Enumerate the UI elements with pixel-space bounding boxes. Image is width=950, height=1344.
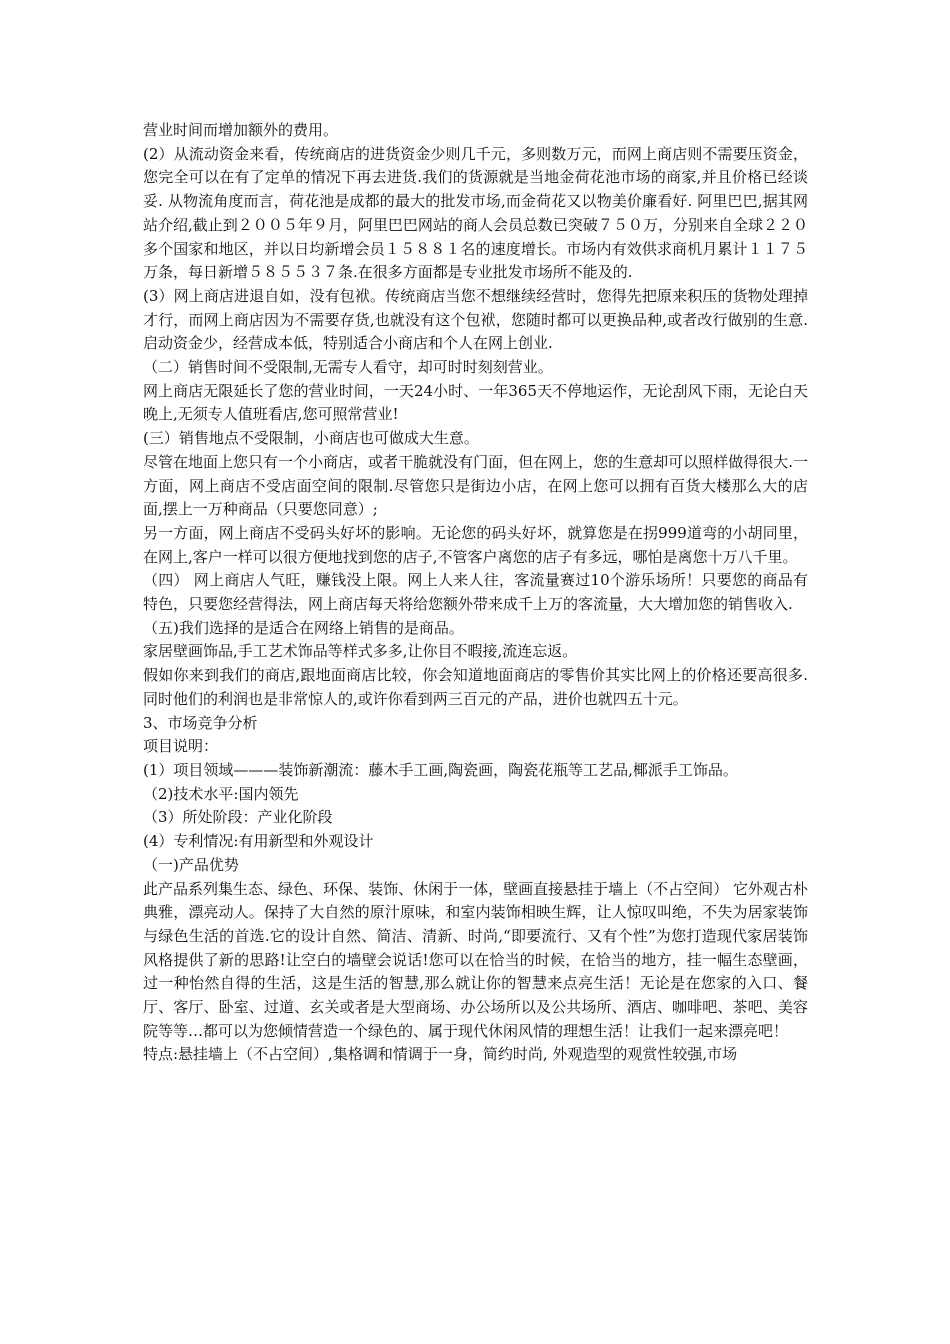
item-patent-status: (4）专利情况:有用新型和外观设计 bbox=[143, 832, 374, 851]
paragraph-location-other-side: 另一方面，网上商店不受码头好坏的影响。无论您的码头好坏，就算您是在拐999道弯的小胡同里，在网上,客户一样可以很方便地找到您的店子,不管客户离您的店子有多远，哪怕是离您十万八千里。 bbox=[143, 523, 808, 566]
paragraph-product-types: 家居壁画饰品,手工艺术饰品等样式多多,让你目不暇接,流连忘返。 bbox=[143, 642, 578, 661]
item-technical-level: （2)技术水平:国内领先 bbox=[143, 784, 299, 803]
paragraph-features: 特点:悬挂墙上（不占空间）,集格调和情调于一身，简约时尚, 外观造型的观赏性较强,市场 bbox=[143, 1045, 738, 1064]
heading-product-advantages: （一)产品优势 bbox=[143, 855, 239, 874]
heading-product-choice: （五)我们选择的是适合在网络上销售的是商品。 bbox=[143, 618, 464, 637]
document-body bbox=[143, 119, 808, 1067]
paragraph-sales-time: 网上商店无限延长了您的营业时间，一天24小时、一年365天不停地运作，无论刮风下雨，无论白天晚上,无须专人值班看店,您可照常营业! bbox=[143, 381, 808, 424]
heading-sales-location: (三）销售地点不受限制，小商店也可做成大生意。 bbox=[143, 429, 479, 448]
heading-project-description: 项目说明： bbox=[143, 737, 219, 756]
paragraph-popularity: （四） 网上商店人气旺，赚钱没上限。网上人来人往，客流量赛过10个游乐场所！只要您的商品有特色，只要您经营得法，网上商店每天将给您额外带来成千上万的客流量，大大增加您的销售收入. bbox=[143, 571, 808, 614]
heading-market-competition: 3、市场竞争分析 bbox=[143, 713, 258, 732]
heading-sales-time: （二）销售时间不受限制,无需专人看守，却可时时刻刻营业。 bbox=[143, 358, 553, 377]
paragraph-product-advantages: 此产品系列集生态、绿色、环保、装饰、休闲于一体，壁画直接悬挂于墙上（不占空间） 它外观古朴典雅，漂亮动人。保持了大自然的原汁原味，和室内装饰相映生辉，让人惊叹叫绝，不失为居家装饰与绿色生活的首选.它的设计自然、简洁、清新、时尚,“即要流行、又有个性”为您打造现代家居装饰风格提供了新的思路!让空白的墙壁会说话!您可以在恰当的时候，在恰当的地方，挂一幅生态壁画，过一种怡然自得的生活，这是生活的智慧,那么就让你的智慧来点亮生活！无论是在您家的入口、餐厅、客厅、卧室、过道、玄关或者是大型商场、办公场所以及公共场所、酒店、咖啡吧、茶吧、美容院等等…都可以为您倾情营造一个绿色的、属于现代休闲风情的理想生活！让我们一起来漂亮吧！ bbox=[143, 879, 808, 1040]
paragraph-price-comparison: 假如你来到我们的商店,跟地面商店比较，你会知道地面商店的零售价其实比网上的价格还要高很多.同时他们的利润也是非常惊人的,或许你看到两三百元的产品，进价也就四五十元。 bbox=[143, 666, 808, 708]
paragraph-working-capital: (2）从流动资金来看，传统商店的进货资金少则几千元，多则数万元，而网上商店则不需要压资金，您完全可以在有了定单的情况下再去进货.我们的货源就是当地金荷花池市场的商家,并且价格已经谈妥. 从物流角度而言，荷花池是成都的最大的批发市场,而金荷花又以物美价廉看好. 阿里巴巴,据其网站介绍,截止到２００５年９月，阿里巴巴网站的商人会员总数已突破７５０万，分别来自全球２２０多个国家和地区，并以日均新增会员１５８８１名的速度增长。市场内有效供求商机月累计１１７５万条，每日新增５８５５３７条.在很多方面都是专业批发市场所不能及的. bbox=[143, 144, 808, 282]
paragraph-business-hours-cost: 营业时间而增加额外的费用。 bbox=[143, 121, 339, 139]
paragraph-flexible-exit: (3）网上商店进退自如，没有包袱。传统商店当您不想继续经营时，您得先把原来积压的货物处理掉才行，而网上商店因为不需要存货,也就没有这个包袱，您随时都可以更换品种,或者改行做别的生意.启动资金少，经营成本低，特别适合小商店和个人在网上创业. bbox=[143, 286, 808, 353]
item-project-field: (1）项目领域———装饰新潮流：藤木手工画,陶瓷画，陶瓷花瓶等工艺品,椰派手工饰品。 bbox=[143, 760, 738, 779]
item-current-stage: （3）所处阶段：产业化阶段 bbox=[143, 808, 333, 827]
paragraph-sales-location: 尽管在地面上您只有一个小商店，或者干脆就没有门面，但在网上，您的生意却可以照样做得很大.一方面，网上商店不受店面空间的限制.尽管您只是街边小店，在网上您可以拥有百货大楼那么大的店面,摆上一万种商品（只要您同意）; bbox=[143, 452, 808, 519]
